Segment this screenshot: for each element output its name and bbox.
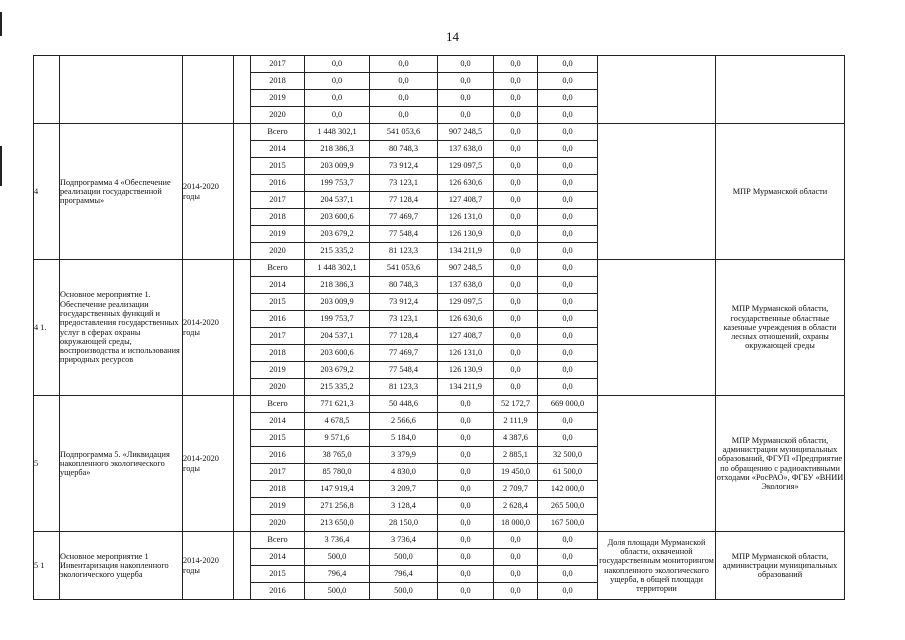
item-number (34, 56, 60, 124)
value-cell-v4: 0,0 (494, 345, 538, 362)
value-cell-v3: 0,0 (438, 549, 494, 566)
value-cell-v1: 204 537,1 (305, 192, 370, 209)
value-cell-v3: 0,0 (438, 56, 494, 73)
value-cell-v1: 203 679,2 (305, 362, 370, 379)
value-cell-v1: 38 765,0 (305, 447, 370, 464)
value-cell-v4: 2 628,4 (494, 498, 538, 515)
value-cell-v4: 0,0 (494, 192, 538, 209)
value-cell-v5: 0,0 (538, 56, 598, 73)
item-name: Основное мероприятие 1. Обеспечение реализации государственных функций и предоставления государственных услуг в сферах охраны окружающей среды, воспроизводства и использования природных ресурсов (60, 260, 183, 396)
indicator-cell (598, 124, 716, 260)
year-cell: 2018 (251, 73, 305, 90)
value-cell-v2: 77 469,7 (370, 345, 438, 362)
executor-cell: МПР Мурманской области, администрации муниципальных образований (716, 532, 845, 600)
item-number: 5 (34, 396, 60, 532)
year-cell: 2020 (251, 243, 305, 260)
value-cell-v1: 771 621,3 (305, 396, 370, 413)
left-margin-mark (0, 12, 2, 36)
value-cell-v4: 18 000,0 (494, 515, 538, 532)
value-cell-v2: 0,0 (370, 107, 438, 124)
spacer-cell (234, 124, 251, 260)
value-cell-v3: 134 211,9 (438, 379, 494, 396)
value-cell-v5: 0,0 (538, 192, 598, 209)
table-row (34, 532, 845, 549)
year-cell: Всего (251, 260, 305, 277)
year-cell: 2018 (251, 345, 305, 362)
indicator-cell (598, 260, 716, 396)
value-cell-v1: 1 448 302,1 (305, 260, 370, 277)
year-cell: 2014 (251, 277, 305, 294)
value-cell-v4: 0,0 (494, 311, 538, 328)
value-cell-v5: 0,0 (538, 549, 598, 566)
value-cell-v5: 0,0 (538, 430, 598, 447)
item-number: 4 (34, 124, 60, 260)
value-cell-v3: 126 630,6 (438, 311, 494, 328)
value-cell-v5: 0,0 (538, 107, 598, 124)
year-cell: 2016 (251, 311, 305, 328)
value-cell-v5: 0,0 (538, 362, 598, 379)
value-cell-v1: 203 600,6 (305, 209, 370, 226)
value-cell-v2: 77 548,4 (370, 226, 438, 243)
value-cell-v1: 0,0 (305, 73, 370, 90)
value-cell-v5: 0,0 (538, 73, 598, 90)
value-cell-v1: 199 753,7 (305, 175, 370, 192)
value-cell-v2: 2 566,6 (370, 413, 438, 430)
value-cell-v4: 0,0 (494, 73, 538, 90)
value-cell-v2: 500,0 (370, 583, 438, 600)
value-cell-v3: 137 638,0 (438, 277, 494, 294)
spacer-cell (234, 532, 251, 600)
value-cell-v1: 0,0 (305, 107, 370, 124)
value-cell-v2: 0,0 (370, 56, 438, 73)
value-cell-v3: 0,0 (438, 447, 494, 464)
value-cell-v3: 129 097,5 (438, 294, 494, 311)
value-cell-v4: 19 450,0 (494, 464, 538, 481)
value-cell-v1: 218 386,3 (305, 277, 370, 294)
value-cell-v2: 73 123,1 (370, 311, 438, 328)
value-cell-v2: 80 748,3 (370, 141, 438, 158)
value-cell-v3: 126 130,9 (438, 362, 494, 379)
value-cell-v5: 0,0 (538, 413, 598, 430)
item-period (183, 56, 234, 124)
year-cell: 2017 (251, 328, 305, 345)
value-cell-v4: 0,0 (494, 260, 538, 277)
year-cell: 2016 (251, 447, 305, 464)
value-cell-v2: 5 184,0 (370, 430, 438, 447)
value-cell-v2: 3 736,4 (370, 532, 438, 549)
value-cell-v5: 32 500,0 (538, 447, 598, 464)
value-cell-v4: 0,0 (494, 277, 538, 294)
value-cell-v2: 3 379,9 (370, 447, 438, 464)
value-cell-v3: 0,0 (438, 498, 494, 515)
value-cell-v5: 0,0 (538, 294, 598, 311)
year-cell: Всего (251, 396, 305, 413)
item-name: Подпрограмма 4 «Обеспечение реализации государственной программы» (60, 124, 183, 260)
year-cell: 2017 (251, 192, 305, 209)
year-cell: 2019 (251, 90, 305, 107)
year-cell: Всего (251, 124, 305, 141)
value-cell-v1: 147 919,4 (305, 481, 370, 498)
year-cell: 2017 (251, 464, 305, 481)
value-cell-v5: 0,0 (538, 209, 598, 226)
value-cell-v5: 61 500,0 (538, 464, 598, 481)
value-cell-v5: 0,0 (538, 532, 598, 549)
year-cell: 2015 (251, 294, 305, 311)
value-cell-v2: 541 053,6 (370, 124, 438, 141)
value-cell-v3: 129 097,5 (438, 158, 494, 175)
value-cell-v2: 500,0 (370, 549, 438, 566)
value-cell-v2: 541 053,6 (370, 260, 438, 277)
value-cell-v3: 0,0 (438, 532, 494, 549)
value-cell-v4: 0,0 (494, 158, 538, 175)
item-period: 2014-2020 годы (183, 396, 234, 532)
table-row (34, 260, 845, 277)
year-cell: 2015 (251, 566, 305, 583)
value-cell-v4: 0,0 (494, 175, 538, 192)
item-number: 4 1. (34, 260, 60, 396)
value-cell-v1: 500,0 (305, 583, 370, 600)
value-cell-v3: 0,0 (438, 566, 494, 583)
year-cell: 2018 (251, 209, 305, 226)
value-cell-v1: 213 650,0 (305, 515, 370, 532)
value-cell-v5: 0,0 (538, 141, 598, 158)
value-cell-v1: 203 600,6 (305, 345, 370, 362)
value-cell-v4: 0,0 (494, 379, 538, 396)
value-cell-v2: 73 912,4 (370, 158, 438, 175)
value-cell-v1: 203 679,2 (305, 226, 370, 243)
item-period: 2014-2020 годы (183, 260, 234, 396)
year-cell: 2019 (251, 226, 305, 243)
executor-cell: МПР Мурманской области, государственные областные казенные учреждения в области лесных отношений, охраны окружающей среды (716, 260, 845, 396)
value-cell-v3: 137 638,0 (438, 141, 494, 158)
value-cell-v5: 0,0 (538, 243, 598, 260)
year-cell: 2019 (251, 362, 305, 379)
value-cell-v5: 0,0 (538, 260, 598, 277)
value-cell-v5: 0,0 (538, 226, 598, 243)
value-cell-v1: 9 571,6 (305, 430, 370, 447)
value-cell-v5: 0,0 (538, 277, 598, 294)
value-cell-v3: 0,0 (438, 413, 494, 430)
value-cell-v5: 0,0 (538, 583, 598, 600)
value-cell-v5: 0,0 (538, 566, 598, 583)
value-cell-v2: 0,0 (370, 90, 438, 107)
value-cell-v2: 77 128,4 (370, 192, 438, 209)
value-cell-v1: 500,0 (305, 549, 370, 566)
item-name (60, 56, 183, 124)
value-cell-v5: 0,0 (538, 90, 598, 107)
item-period: 2014-2020 годы (183, 532, 234, 600)
value-cell-v2: 0,0 (370, 73, 438, 90)
year-cell: 2016 (251, 583, 305, 600)
value-cell-v3: 0,0 (438, 107, 494, 124)
value-cell-v5: 0,0 (538, 345, 598, 362)
year-cell: 2015 (251, 430, 305, 447)
spacer-cell (234, 56, 251, 124)
value-cell-v4: 0,0 (494, 294, 538, 311)
value-cell-v2: 77 469,7 (370, 209, 438, 226)
year-cell: 2015 (251, 158, 305, 175)
value-cell-v5: 0,0 (538, 328, 598, 345)
value-cell-v3: 907 248,5 (438, 124, 494, 141)
indicator-cell: Доля площади Мурманской области, охваченной государственным мониторингом накопленного экологического ущерба, в общей площади территории (598, 532, 716, 600)
value-cell-v5: 669 000,0 (538, 396, 598, 413)
value-cell-v3: 126 130,9 (438, 226, 494, 243)
value-cell-v1: 215 335,2 (305, 379, 370, 396)
year-cell: 2020 (251, 107, 305, 124)
year-cell: 2020 (251, 379, 305, 396)
year-cell: 2020 (251, 515, 305, 532)
value-cell-v4: 0,0 (494, 90, 538, 107)
value-cell-v3: 907 248,5 (438, 260, 494, 277)
year-cell: 2017 (251, 56, 305, 73)
value-cell-v1: 271 256,8 (305, 498, 370, 515)
year-cell: Всего (251, 532, 305, 549)
spacer-cell (234, 396, 251, 532)
value-cell-v3: 0,0 (438, 396, 494, 413)
value-cell-v4: 0,0 (494, 209, 538, 226)
value-cell-v2: 81 123,3 (370, 243, 438, 260)
value-cell-v4: 0,0 (494, 566, 538, 583)
value-cell-v1: 203 009,9 (305, 294, 370, 311)
value-cell-v3: 0,0 (438, 73, 494, 90)
table-row (34, 56, 845, 73)
indicator-cell (598, 396, 716, 532)
value-cell-v1: 215 335,2 (305, 243, 370, 260)
item-name: Основное мероприятие 1 Инвентаризация накопленного экологического ущерба (60, 532, 183, 600)
value-cell-v1: 0,0 (305, 56, 370, 73)
value-cell-v3: 126 131,0 (438, 345, 494, 362)
value-cell-v4: 0,0 (494, 226, 538, 243)
value-cell-v3: 127 408,7 (438, 328, 494, 345)
value-cell-v4: 52 172,7 (494, 396, 538, 413)
year-cell: 2016 (251, 175, 305, 192)
value-cell-v3: 0,0 (438, 90, 494, 107)
left-margin-mark (0, 146, 2, 186)
spacer-cell (234, 260, 251, 396)
budget-table (33, 55, 845, 600)
value-cell-v4: 0,0 (494, 328, 538, 345)
value-cell-v2: 80 748,3 (370, 277, 438, 294)
value-cell-v4: 0,0 (494, 141, 538, 158)
value-cell-v1: 199 753,7 (305, 311, 370, 328)
year-cell: 2014 (251, 549, 305, 566)
year-cell: 2014 (251, 413, 305, 430)
value-cell-v5: 0,0 (538, 158, 598, 175)
value-cell-v2: 73 912,4 (370, 294, 438, 311)
value-cell-v2: 81 123,3 (370, 379, 438, 396)
value-cell-v4: 0,0 (494, 549, 538, 566)
value-cell-v2: 28 150,0 (370, 515, 438, 532)
value-cell-v1: 204 537,1 (305, 328, 370, 345)
value-cell-v4: 2 885,1 (494, 447, 538, 464)
value-cell-v2: 77 128,4 (370, 328, 438, 345)
value-cell-v1: 203 009,9 (305, 158, 370, 175)
value-cell-v3: 126 630,6 (438, 175, 494, 192)
item-period: 2014-2020 годы (183, 124, 234, 260)
value-cell-v5: 0,0 (538, 175, 598, 192)
value-cell-v4: 0,0 (494, 124, 538, 141)
year-cell: 2019 (251, 498, 305, 515)
value-cell-v5: 0,0 (538, 124, 598, 141)
value-cell-v2: 50 448,6 (370, 396, 438, 413)
year-cell: 2018 (251, 481, 305, 498)
indicator-cell (598, 56, 716, 124)
value-cell-v5: 265 500,0 (538, 498, 598, 515)
value-cell-v4: 0,0 (494, 362, 538, 379)
value-cell-v4: 0,0 (494, 56, 538, 73)
value-cell-v2: 73 123,1 (370, 175, 438, 192)
value-cell-v4: 0,0 (494, 583, 538, 600)
value-cell-v3: 0,0 (438, 430, 494, 447)
value-cell-v2: 77 548,4 (370, 362, 438, 379)
item-name: Подпрограмма 5. «Ликвидация накопленного экологического ущерба» (60, 396, 183, 532)
table-row (34, 124, 845, 141)
executor-cell: МПР Мурманской области (716, 124, 845, 260)
value-cell-v1: 4 678,5 (305, 413, 370, 430)
value-cell-v3: 0,0 (438, 515, 494, 532)
value-cell-v1: 3 736,4 (305, 532, 370, 549)
value-cell-v1: 85 780,0 (305, 464, 370, 481)
value-cell-v2: 4 830,0 (370, 464, 438, 481)
value-cell-v4: 2 111,9 (494, 413, 538, 430)
value-cell-v5: 0,0 (538, 379, 598, 396)
value-cell-v3: 127 408,7 (438, 192, 494, 209)
item-number: 5 1 (34, 532, 60, 600)
value-cell-v4: 0,0 (494, 243, 538, 260)
value-cell-v1: 796,4 (305, 566, 370, 583)
value-cell-v2: 796,4 (370, 566, 438, 583)
value-cell-v4: 0,0 (494, 107, 538, 124)
value-cell-v4: 4 387,6 (494, 430, 538, 447)
value-cell-v3: 0,0 (438, 583, 494, 600)
value-cell-v2: 3 209,7 (370, 481, 438, 498)
table-row (34, 396, 845, 413)
value-cell-v5: 142 000,0 (538, 481, 598, 498)
executor-cell: МПР Мурманской области, администрации муниципальных образований, ФГУП «Предприятие по обращению с радиоактивными отходами «РосРАО», ФГБУ «ВНИИ Экология» (716, 396, 845, 532)
value-cell-v4: 2 709,7 (494, 481, 538, 498)
value-cell-v5: 0,0 (538, 311, 598, 328)
page-number: 14 (446, 29, 459, 44)
year-cell: 2014 (251, 141, 305, 158)
value-cell-v5: 167 500,0 (538, 515, 598, 532)
value-cell-v3: 0,0 (438, 481, 494, 498)
value-cell-v3: 0,0 (438, 464, 494, 481)
value-cell-v1: 218 386,3 (305, 141, 370, 158)
executor-cell (716, 56, 845, 124)
value-cell-v3: 126 131,0 (438, 209, 494, 226)
value-cell-v3: 134 211,9 (438, 243, 494, 260)
value-cell-v1: 0,0 (305, 90, 370, 107)
value-cell-v1: 1 448 302,1 (305, 124, 370, 141)
value-cell-v2: 3 128,4 (370, 498, 438, 515)
value-cell-v4: 0,0 (494, 532, 538, 549)
